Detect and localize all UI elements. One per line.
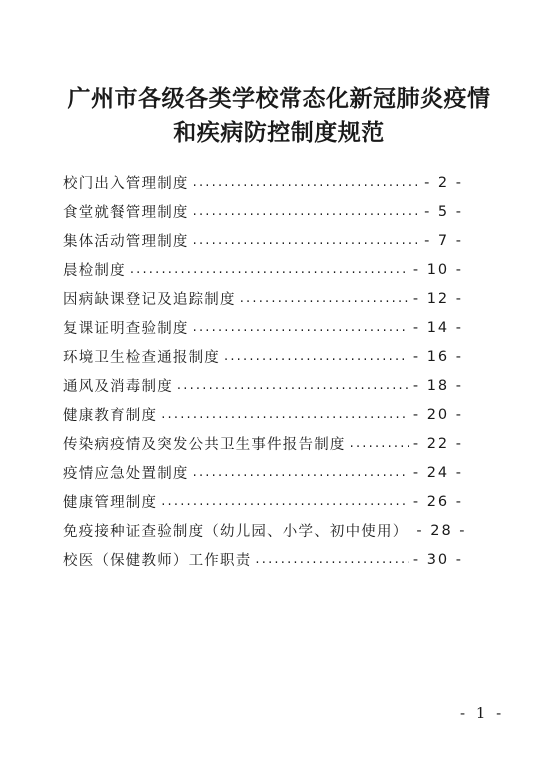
toc-entry-page: - 22 -: [412, 435, 463, 452]
toc-entry-page: - 30 -: [412, 551, 463, 568]
toc-entry[interactable]: [63, 458, 463, 487]
toc-entry[interactable]: [63, 313, 463, 342]
toc-entry[interactable]: [63, 255, 463, 284]
toc-entry[interactable]: [63, 284, 463, 313]
toc-entry-label: 校门出入管理制度: [63, 176, 189, 192]
toc-entry-page: - 2 -: [424, 174, 463, 191]
toc-entry-label: 通风及消毒制度: [63, 379, 173, 395]
toc-entry-page: - 18 -: [412, 377, 463, 394]
toc-entry-label: 因病缺课登记及追踪制度: [63, 292, 236, 308]
toc-dot-leader: [193, 204, 420, 219]
toc-entry-label: 食堂就餐管理制度: [63, 205, 189, 221]
toc-entry-page: - 28 -: [416, 522, 467, 539]
toc-dot-leader: [193, 175, 420, 190]
toc-entry-page: - 14 -: [412, 319, 463, 336]
toc-entry[interactable]: [63, 429, 463, 458]
toc-entry-label: 集体活动管理制度: [63, 234, 189, 250]
toc-entry-label: 传染病疫情及突发公共卫生事件报告制度: [63, 437, 346, 453]
toc-dot-leader: [224, 349, 409, 364]
toc-entry[interactable]: [63, 516, 467, 545]
toc-dot-leader: [255, 552, 408, 567]
toc-entry-label: 疫情应急处置制度: [63, 466, 189, 482]
toc-dot-leader: [161, 494, 409, 509]
toc-entry[interactable]: [63, 342, 463, 371]
toc-entry-label: 健康管理制度: [63, 495, 158, 511]
toc-dot-leader: [130, 262, 409, 277]
toc-dot-leader: [177, 378, 409, 393]
toc-entry[interactable]: [63, 168, 463, 197]
toc-entry[interactable]: [63, 545, 463, 574]
toc-entry-page: - 7 -: [424, 232, 463, 249]
title-line-1: 广州市各级各类学校常态化新冠肺炎疫情: [67, 85, 491, 112]
toc-dot-leader: [193, 233, 420, 248]
toc-entry[interactable]: [63, 400, 463, 429]
toc-entry-page: - 5 -: [424, 203, 463, 220]
toc-entry-label: 校医（保健教师）工作职责: [63, 553, 252, 569]
toc-dot-leader: [193, 320, 409, 335]
toc-entry[interactable]: [63, 226, 463, 255]
toc-entry[interactable]: [63, 371, 463, 400]
toc-dot-leader: [240, 291, 409, 306]
table-of-contents: [63, 168, 467, 574]
toc-entry-page: - 26 -: [412, 493, 463, 510]
toc-entry-label: 健康教育制度: [63, 408, 158, 424]
toc-entry-label: 复课证明查验制度: [63, 321, 189, 337]
page-number: - 1 -: [460, 704, 505, 722]
toc-entry-page: - 12 -: [412, 290, 463, 307]
toc-entry-label: 晨检制度: [63, 263, 126, 279]
title-line-2: 和疾病防控制度规范: [173, 119, 385, 146]
document-title: [0, 82, 558, 150]
toc-entry-page: - 10 -: [412, 261, 463, 278]
toc-entry-page: - 24 -: [412, 464, 463, 481]
toc-entry-label: 环境卫生检查通报制度: [63, 350, 220, 366]
toc-dot-leader: [193, 465, 409, 480]
toc-entry-page: - 16 -: [412, 348, 463, 365]
toc-dot-leader: [350, 436, 409, 451]
toc-entry-page: - 20 -: [412, 406, 463, 423]
toc-entry-label: 免疫接种证查验制度（幼儿园、小学、初中使用）: [63, 524, 409, 540]
toc-entry[interactable]: [63, 487, 463, 516]
toc-dot-leader: [161, 407, 409, 422]
toc-entry[interactable]: [63, 197, 463, 226]
